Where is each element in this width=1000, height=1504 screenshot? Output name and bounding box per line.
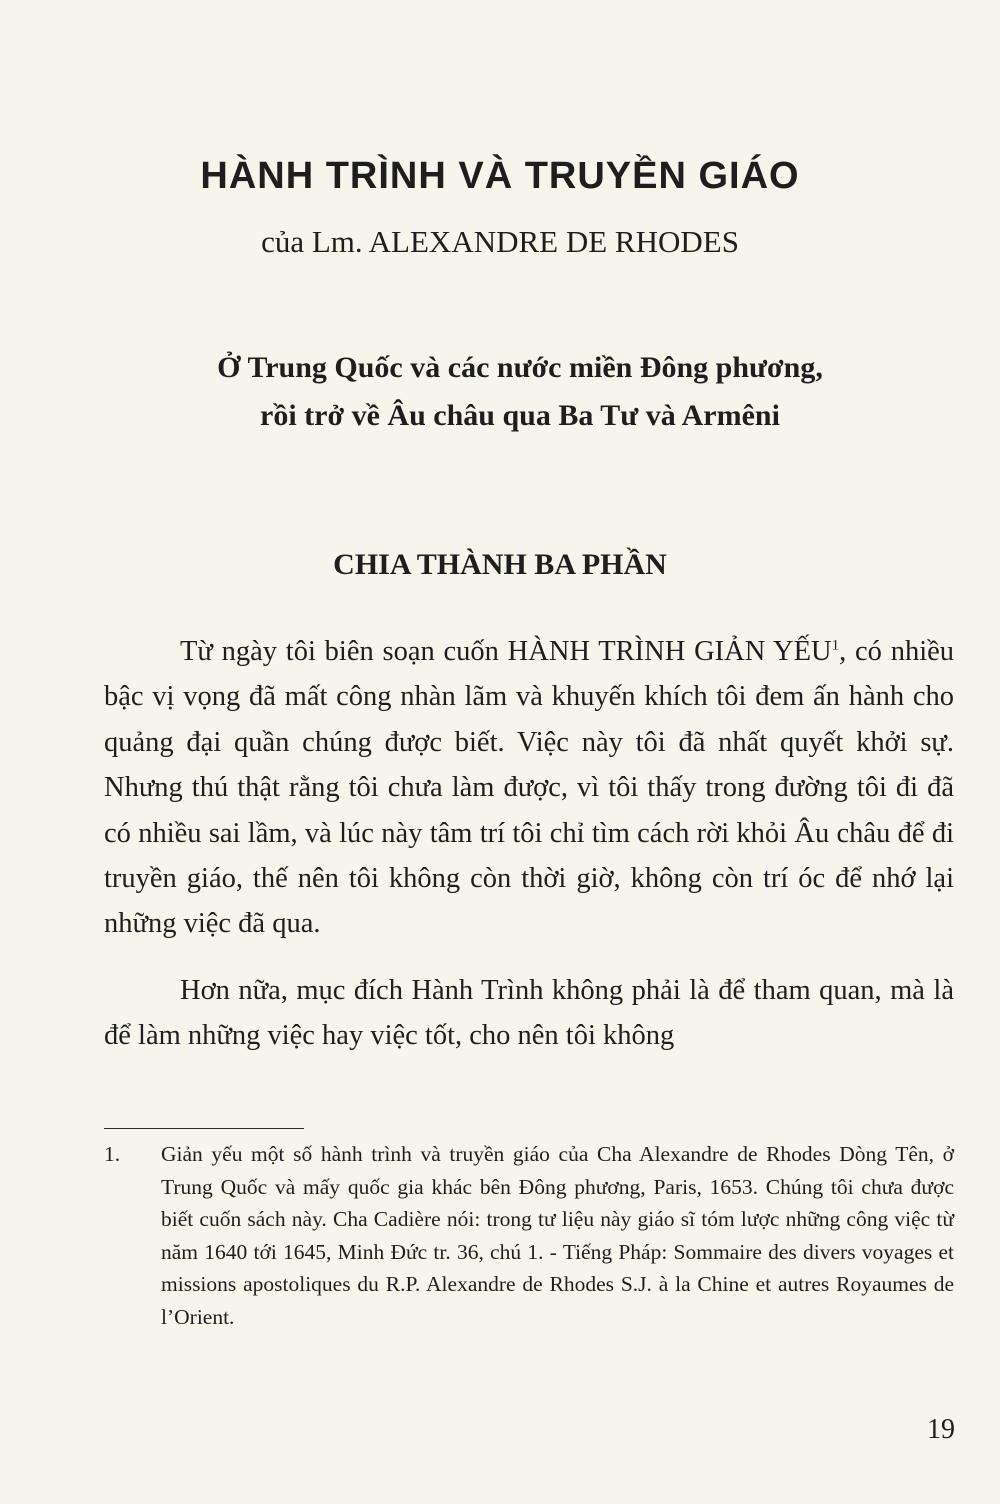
body-text xyxy=(104,629,954,1059)
footnote-reference: 1 xyxy=(831,637,840,654)
chapter-subtitle: của Lm. ALEXANDRE DE RHODES xyxy=(261,224,739,259)
footnote-number: 1. xyxy=(104,1142,121,1166)
footnote-divider xyxy=(104,1128,304,1129)
section-heading-line-2: rồi trở về Âu châu qua Ba Tư và Armêni xyxy=(260,399,780,432)
paragraph-1-rest: , có nhiều bậc vị vọng đã mất công nhàn lãm và khuyến khích tôi đem ấn hành cho quảng đại quần chúng được biết. Việc này tôi đã nhất quyết khởi sự. Nhưng thú thật rằng tôi chưa làm được, vì tôi thấy trong đường tôi đi đã có nhiều sai lầm, và lúc này tâm trí tôi chỉ tìm cách rời khỏi Âu châu để đi truyền giáo, thế nên tôi không còn thời giờ, không còn trí óc để nhớ lại những việc đã qua. xyxy=(104,636,955,940)
paragraph-2: Hơn nữa, mục đích Hành Trình không phải là để tham quan, mà là để làm những việc hay việc tốt, cho nên tôi không xyxy=(104,974,954,1052)
chapter-title: HÀNH TRÌNH VÀ TRUYỀN GIÁO xyxy=(200,155,800,197)
page-number: 19 xyxy=(927,1414,955,1445)
section-heading-line-1: Ở Trung Quốc và các nước miền Đông phương, xyxy=(217,351,823,384)
part-heading: CHIA THÀNH BA PHẦN xyxy=(333,548,667,581)
footnote xyxy=(104,1138,954,1334)
section-heading xyxy=(120,344,920,440)
paragraph-1 xyxy=(104,629,954,947)
footnote-text: Giản yếu một số hành trình và truyền giáo của Cha Alexandre de Rhodes Dòng Tên, ở Trung Quốc và mấy quốc gia khác bên Đông phương, Paris, 1653. Chúng tôi chưa được biết cuốn sách này. Cha Cadière nói: trong tư liệu này giáo sĩ tóm lược những công việc từ năm 1640 tới 1645, Minh Đức tr. 36, chú 1. - Tiếng Pháp: Sommaire des divers voyages et missions apostoliques du R.P. Alexandre de Rhodes S.J. à la Chine et autres Royaumes de l’Orient. xyxy=(161,1142,954,1329)
paragraph-1-start: Từ ngày tôi biên soạn cuốn HÀNH TRÌNH GIẢN YẾU xyxy=(180,636,832,667)
